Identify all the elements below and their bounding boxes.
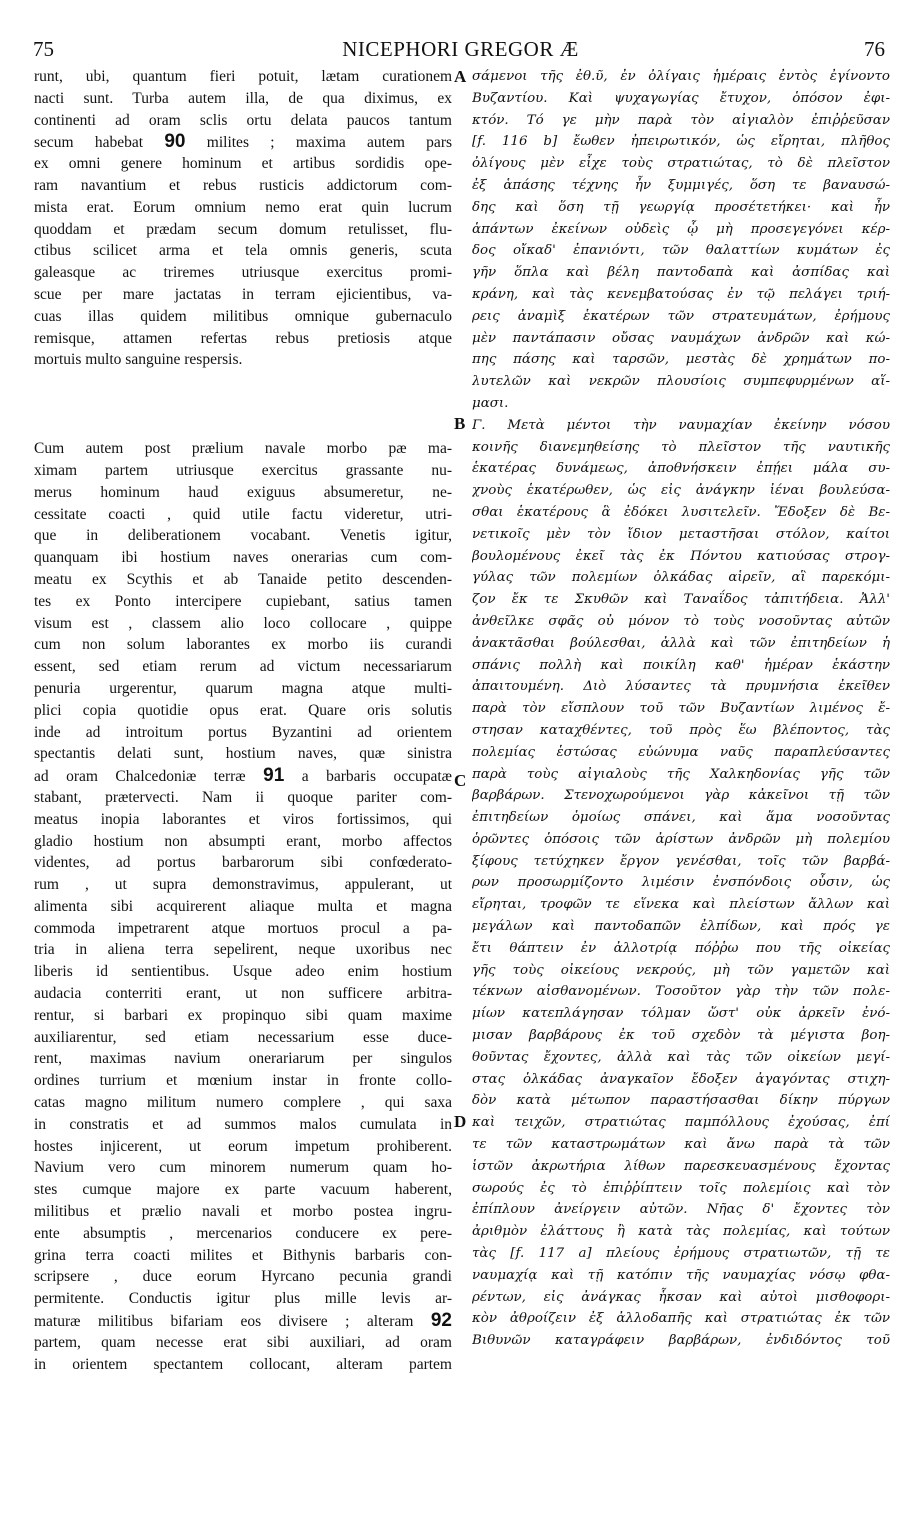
latin-text-line: continenti ad oram sclis ortu delata paucos tantum xyxy=(34,111,452,129)
latin-text-line: commoda impetrarent atque mortuos procul a pa- xyxy=(34,919,452,937)
greek-text-line: κὸν ἀθροίζειν ἐξ ἀλλοδαπῆς καὶ στρατιώτας ἐκ τῶν xyxy=(472,1311,890,1327)
greek-text-line: γύλας τῶν πολεμίων ὁλκάδας αἱρεῖν, αἳ παρεκόμι- xyxy=(472,570,890,586)
greek-text-line: μεγάλων καὶ παντοδαπῶν ἐλπίδων, καὶ πρός γε xyxy=(472,919,890,935)
greek-text-line: ἐπιτηδείων ὁμοίως σπάνει, καὶ ἅμα νοσοῦντας xyxy=(472,810,890,826)
latin-text-line: mortuis multo sanguine respersis. xyxy=(34,351,243,369)
latin-text-line: catas magno militum numero complere , qui saxa xyxy=(34,1094,452,1112)
latin-text-line: mista erat. Eorum omnium nemo erat quin lucrum xyxy=(34,198,452,216)
latin-text-line: meatu ex Scythis et ab Tanaide petito descenden- xyxy=(34,570,452,588)
latin-text-line: essent, sed etiam rerum ad victum necessariarum xyxy=(34,658,452,676)
latin-text-line: grina terra coacti milites et Bithynis barbaris con- xyxy=(34,1246,452,1264)
greek-text-line: βαρβάρων. Στενοχωρούμενοι γὰρ κἀκεῖνοι τῇ τῶν xyxy=(472,788,890,804)
greek-text-line: ρων προσωρμίζοντο λιμέσιν ἐνσπόνδοις οὖσιν, ὡς xyxy=(472,875,890,891)
greek-text-line: κράνη, καὶ τὰς κενεμβατούσας ἐν τῷ πελάγει τριή- xyxy=(472,286,890,302)
latin-text-line: plici copia quotidie opus erat. Quare oris solutis xyxy=(34,701,452,719)
right-page-number: 76 xyxy=(864,37,885,61)
latin-text-line: stabant, prætervecti. Nam ii quoque pariter com- xyxy=(34,788,452,806)
margin-marker-a: A xyxy=(454,67,467,86)
greek-text-line: μὲν παντάπασιν οὔσας ναυμάχων ἀνδρῶν καὶ κώ- xyxy=(472,330,890,346)
greek-text-line: λυτελῶν καὶ νεκρῶν πλουσίοις συμπεφυρμένων αἵ- xyxy=(472,374,890,390)
greek-text-line: καὶ τειχῶν, στρατιώτας παμπόλλους ἐχούσας, ἐπί xyxy=(472,1115,890,1131)
latin-text-line: audacia conterriti erant, ut non sufficere arbitra- xyxy=(34,985,452,1003)
paragraph-gap xyxy=(34,371,452,438)
latin-text-line: quanquam ibi hostium naves onerarias cum com- xyxy=(34,549,452,567)
latin-text-line: maturæ militibus bifariam eos divisere ; alteram 92 xyxy=(34,1310,452,1332)
latin-text-line: gladio hostium non absumpti erant, morbo affectos xyxy=(34,832,452,850)
greek-text-line: Βυζαντίου. Καὶ ψυχαγωγίας ἔτυχον, ὁπόσον ἐφι- xyxy=(472,90,890,106)
greek-text-line: παρὰ τὸν εἴσπλουν τοῦ τῶν Βυζαντίων λιμένος ἔ- xyxy=(472,701,890,717)
latin-text-line: visum est , classem alio loco collocare , quippe xyxy=(34,614,452,632)
latin-text-line: ram navantium et rebus rusticis addictorum com- xyxy=(34,176,452,194)
greek-text-line: κοινῆς διανεμηθείσης τὸ πλεῖστον τῆς ναυτικῆς xyxy=(472,439,890,455)
latin-text-line: secum habebat 90 milites ; maxima autem pars xyxy=(34,131,452,153)
left-page-number: 75 xyxy=(33,37,54,61)
latin-text-line: Navium vero cum minorem numerum quam ho- xyxy=(34,1159,452,1177)
page-number-marker: 91 xyxy=(263,765,285,787)
latin-text-line: cessitate coacti , quid utile factu videretur, utri- xyxy=(34,505,452,523)
greek-text-line: χνοὺς ἑκατέρωθεν, ὡς εἰς ἀνάγκην ἰέναι βουλεύσα- xyxy=(472,483,890,499)
greek-text-line: ξίφους τετύχηκεν ἔργον γενέσθαι, τοῖς τῶν βαρβά- xyxy=(472,853,890,869)
greek-text-line: θοῦντας ἔχοντες, ἀλλὰ καὶ τὰς τῶν οἰκείων μεγί- xyxy=(472,1049,890,1065)
greek-text-line: ἱστῶν ἀκρωτήρια λίθων παρεσκευασμένους ἔχοντας xyxy=(472,1158,890,1174)
greek-text-line: σπάνις πολλὴ καὶ ποικίλη καθ' ἡμέραν ἑκάστην xyxy=(472,657,890,673)
greek-text-line: τέκνων αἰσθανομένων. Τοσοῦτον γὰρ τὴν τῶν πολε- xyxy=(472,984,890,1000)
greek-text-line: σάμενοι τῆς ἐθ.ῦ, ἐν ὀλίγαις ἡμέραις ἐντὸς ἐγίνοντο xyxy=(472,69,890,84)
greek-text-line: ἀνακτᾶσθαι βούλεσθαι, ἀλλὰ καὶ τῶν ἐπιτηδείων ἡ xyxy=(472,635,890,651)
running-title: NICEPHORI GREGOR Æ xyxy=(342,37,579,61)
greek-text-line: [f. 116 b] ἔωθεν ἠπειρωτικόν, ὡς εἴρηται, πλῆθος xyxy=(472,134,890,150)
latin-text-line: scue per mare jactatas in terram ejicientibus, va- xyxy=(34,285,452,303)
greek-text-line: στησαν καταχθέντες, τοῦ πρὸς ἕω βλέποντος, τὰς xyxy=(472,722,890,738)
greek-text-line: τε τῶν καταστρωμάτων καὶ ἄνω παρὰ τὰ τῶν xyxy=(472,1137,890,1153)
greek-text-line: μασι. xyxy=(472,395,509,411)
greek-text-line: ἐξ ἁπάσης τέχνης ἦν ξυμμιγές, ὅση τε βαναυσώ- xyxy=(472,177,890,193)
margin-marker-d: D xyxy=(454,1112,467,1131)
latin-text-line: cuas illas quidem militibus omnique gubernaculo xyxy=(34,307,452,325)
latin-text-line: rent, maximas navium onerariarum per singulos xyxy=(34,1050,452,1068)
greek-text-line: ὁρῶντες ὁπόσοις τῶν ἀρίστων ἀνδρῶν μὴ πολεμίου xyxy=(472,831,890,847)
greek-text-line: δὸν κατὰ μέτωπον παραστήσασθαι δίκην πύργων xyxy=(472,1093,890,1109)
greek-text-line: νετικοῖς μὲν τὸν ἴδιον μεταστῆσαι στόλον, καίτοι xyxy=(472,526,890,542)
latin-text-line: que in deliberationem vocabant. Venetis igitur, xyxy=(34,527,452,545)
greek-text-line: τὰς [f. 117 a] πλείους ἐρήμους στρατιωτῶν, τῇ τε xyxy=(472,1246,890,1262)
latin-text-line: meatus inopia laborantes et viros fortissimos, qui xyxy=(34,810,452,828)
greek-text-line: ἀριθμὸν ἐλάττους ἢ κατὰ τὰς πολεμίας, καὶ τούτων xyxy=(472,1224,890,1240)
latin-text-line: rentur, si barbari ex propinquo sibi quam maxime xyxy=(34,1006,452,1024)
latin-paragraph-2 xyxy=(34,438,452,1375)
greek-text-line: μισαν βαρβάρους ἐκ τοῦ σχεδὸν τὰ μέγιστα βοη- xyxy=(472,1028,890,1044)
latin-text-line: inde ad introitum portus Byzantini ad orientem xyxy=(34,723,452,741)
greek-text-line: ναυμαχίᾳ καὶ τῇ κατόπιν τῆς ναυμαχίας νόσῳ φθα- xyxy=(472,1267,890,1283)
latin-text-line: runt, ubi, quantum fieri potuit, lætam curationem xyxy=(34,68,452,85)
latin-text-line: partem, quam necesse erat sibi auxiliari, ad oram xyxy=(34,1333,452,1351)
greek-text-line: πης πάσης καὶ ταρσῶν, μεστὰς δὲ χρημάτων πο- xyxy=(472,352,890,368)
latin-text-line: spectantis delati sunt, hostium naves, quæ sinistra xyxy=(34,745,452,763)
latin-text-line: in constratis et ad summos malos cumulata in xyxy=(34,1115,452,1133)
greek-text-line: Βιθυνῶν καταγράφειν βαρβάρων, ἐνδιδόντος τοῦ xyxy=(472,1333,890,1349)
page-number-marker: 90 xyxy=(164,131,186,153)
latin-text-line: ordines turrium et mœnium instar in fronte collo- xyxy=(34,1072,452,1090)
greek-text-line: στας ὁλκάδας ἀναγκαῖον ἔδοξεν ἀγαγόντας στιχη- xyxy=(472,1071,890,1087)
latin-translation-column xyxy=(34,66,452,1375)
latin-text-line: scripsere , duce eorum Hyrcano pecunia grandi xyxy=(34,1268,452,1286)
greek-text-line: γῆν ὅπλα καὶ βέλη παντοδαπὰ καὶ ἀσπίδας καὶ xyxy=(472,265,890,281)
greek-text-line: ἑκατέρας δυνάμεως, ἀποθνήσκειν ἐπῄει μάλα συ- xyxy=(472,461,890,477)
greek-text-line: ρεις ἀναμὶξ ἑκατέρων τῶν στρατευμάτων, ἐρήμους xyxy=(472,308,890,324)
latin-text-line: hostes injicerent, ut eorum impetum prohiberent. xyxy=(34,1137,452,1155)
margin-marker-c: C xyxy=(454,771,467,790)
greek-text-line: ἐπίπλουν ἀνείργειν αὐτῶν. Νῆας δ' ἔχοντες τὸν xyxy=(472,1202,890,1218)
greek-text-line: κτόν. Τό γε μὴν παρὰ τὸν αἰγιαλὸν ἐπιῤῥεῦσαν xyxy=(472,112,890,128)
latin-text-line: ctibus scilicet arma et tela omnis generis, scuta xyxy=(34,242,452,260)
latin-text-line: in orientem spectantem collocant, alteram partem xyxy=(34,1355,452,1373)
latin-text-line: nacti sunt. Turba autem illa, de qua diximus, ex xyxy=(34,89,452,107)
latin-text-line: ex omni genere hominum et artibus sordidis ope- xyxy=(34,155,452,173)
greek-text-line: βουλομένους ἐκεῖ τὰς ἐκ Πόντου κατιούσας στρογ- xyxy=(472,548,890,564)
greek-text-line: εἴρηται, τροφῶν τε εἵνεκα καὶ πλείστων ἄλλων καὶ xyxy=(472,897,890,913)
latin-text-line: militibus et prælio navali et morbo postea ingru- xyxy=(34,1203,452,1221)
latin-text-line: quoddam et prædam secum domum retulisset, flu- xyxy=(34,220,452,238)
greek-text-column xyxy=(472,66,890,1352)
latin-text-line: penuria urgerentur, quarum magna atque multi- xyxy=(34,679,452,697)
latin-text-line: alimenta sibi acquirerent aliaque multa et magna xyxy=(34,897,452,915)
latin-text-line: ximam partem utriusque exercitus grassante nu- xyxy=(34,461,452,479)
latin-text-line: ente absumptis , mercenarios conducere ex pere- xyxy=(34,1224,452,1242)
latin-text-line: rum , ut supra demonstravimus, appulerant, ut xyxy=(34,876,452,894)
greek-text-line: ὀλίγους μὲν εἶχε τοὺς στρατιώτας, τὸ δὲ πλεῖστον xyxy=(472,156,890,172)
page-number-marker: 92 xyxy=(430,1310,452,1332)
latin-text-line: galeasque ac triremes utriusque exercitus promi- xyxy=(34,264,452,282)
margin-marker-b: B xyxy=(454,414,466,433)
greek-text-line: ἔτι θάπτειν ἐν ἀλλοτρίᾳ πόῤῥω που τῆς οἰκείας xyxy=(472,940,890,956)
latin-text-line: videntes, ad portus barbarorum sibi confœderato- xyxy=(34,854,452,872)
greek-text-line: γῆς τοὺς οἰκείους νεκρούς, μὴ τῶν γαμετῶν καὶ xyxy=(472,962,890,978)
greek-text-line: ἀνθεῖλκε σφᾶς οὐ μόνον τὸ τοὺς νοσοῦντας αὐτῶν xyxy=(472,613,890,629)
latin-text-line: Cum autem post prælium navale morbo pæ ma- xyxy=(34,440,452,458)
greek-text-line: πολεμίας ἑστώσας εὐώνυμα ναῦς παραπλεύσαντες xyxy=(472,744,890,760)
latin-text-line: remisque, attamen refertas rebus pretiosis atque xyxy=(34,329,452,347)
greek-text-line: ρέντων, εἰς ἀνάγκας ἧκσαν καὶ αὐτοὶ μισθοφορι- xyxy=(472,1289,890,1305)
greek-text-line: δος οἴκαδ' ἐπανιόντι, τῶν θαλαττίων κυμάτων ἐς xyxy=(472,243,890,259)
latin-text-line: stes cumque majore ex parte vacuum haberent, xyxy=(34,1181,452,1199)
greek-text-line: ἁπάντων ἐκείνων οὐδεὶς ᾧ μὴ προσεγεγόνει κέρ- xyxy=(472,221,890,237)
latin-text-line: merus hominum haud exiguus absumeretur, ne- xyxy=(34,483,452,501)
greek-text-line: σθαι ἑκατέρους ἃ ἐδόκει λυσιτελεῖν. Ἔδοξεν δὲ Βε- xyxy=(472,504,890,520)
greek-text-line: σωρούς ἐς τὸ ἐπιῤῥίπτειν τοῖς πολεμίοις καὶ τὸν xyxy=(472,1180,890,1196)
greek-text-line: ζον ἔκ τε Σκυθῶν καὶ Ταναΐδος τἀπιτήδεια. Ἀλλ' xyxy=(472,592,890,608)
latin-text-line: cum non solum laborantes ex morbo iis curandi xyxy=(34,636,452,654)
latin-text-line: permitente. Conductis igitur plus mille levis ar- xyxy=(34,1290,452,1308)
latin-paragraph-1 xyxy=(34,66,452,371)
latin-text-line: tria in aliena terra sepelirent, neque uxoribus nec xyxy=(34,941,452,959)
latin-text-line: liberis id sentientibus. Usque adeo enim hostium xyxy=(34,963,452,981)
latin-text-line: auxiliarentur, sed etiam necessarium esse duce- xyxy=(34,1028,452,1046)
latin-text-line: ad oram Chalcedoniæ terræ 91 a barbaris occupatæ xyxy=(34,765,452,787)
greek-text-line: παρὰ τοὺς αἰγιαλοὺς τῆς Χαλκηδονίας γῆς τῶν xyxy=(472,766,890,782)
latin-text-line: tes ex Ponto intercipere cupiebant, satius tamen xyxy=(34,592,452,610)
greek-text-line: μίων κατεπλάγησαν τόλμαν ὥστ' οὐκ ἀρκεῖν ἐνό- xyxy=(472,1006,890,1022)
greek-text-line: Γ. Μετὰ μέντοι τὴν ναυμαχίαν ἐκείνην νόσου xyxy=(472,417,890,433)
greek-text-line: ἀπαιτουμένη. Διὸ λύσαντες τὰ πρυμνήσια ἐκεῖθεν xyxy=(472,679,890,695)
greek-text-line: δης καὶ ὅση τῇ γεωργίᾳ προσέτετήκει· καὶ ἦν xyxy=(472,199,890,215)
